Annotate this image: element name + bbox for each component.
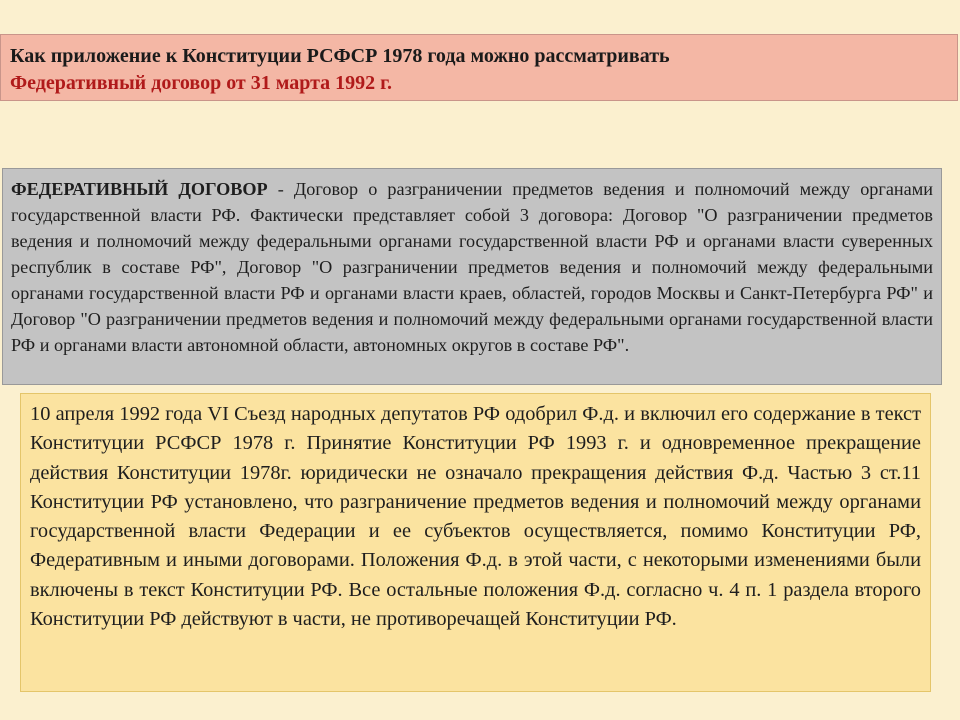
definition-text: - Договор о разграничении предметов ведения и полномочий между органами государственной власти РФ. Фактически представляет собой 3 договора: Договор "О разграничении предметов ведения и полномочий между федеральными органами государственной власти РФ и органами власти суверенных республик в составе РФ", Договор "О разграничении предметов ведения и полномочий между федеральными органами государственной власти РФ и органами власти краев, областей, городов Москвы и Санкт-Петербурга РФ" и Договор "О разграничении предметов ведения и полномочий между федеральными органами государственной власти РФ и органами власти автономной области, автономных округов в составе РФ". <box>11 179 933 355</box>
definition-box <box>2 168 942 385</box>
history-text: 10 апреля 1992 года VI Съезд народных депутатов РФ одобрил Ф.д. и включил его содержание в текст Конституции РСФСР 1978 г. Принятие Конституции РФ 1993 г. и одновременное прекращение действия Конституции 1978г. юридически не означало прекращения действия Ф.д. Частью 3 ст.11 Конституции РФ установлено, что разграничение предметов ведения и полномочий между органами государственной власти Федерации и ее субъектов осуществляется, помимо Конституции РФ, Федеративным и иными договорами. Положения Ф.д. в этой части, с некоторыми изменениями были включены в текст Конституции РФ. Все остальные положения Ф.д. согласно ч. 4 п. 1 раздела второго Конституции РФ действуют в части, не противоречащей Конституции РФ. <box>30 403 921 631</box>
title-line-1: Как приложение к Конституции РСФСР 1978 года можно рассматривать <box>10 45 670 67</box>
slide-title-box <box>0 34 958 101</box>
title-line-2: Федеративный договор от 31 марта 1992 г. <box>10 72 392 94</box>
history-box <box>20 393 931 692</box>
definition-term: ФЕДЕРАТИВНЫЙ ДОГОВОР <box>11 179 268 199</box>
